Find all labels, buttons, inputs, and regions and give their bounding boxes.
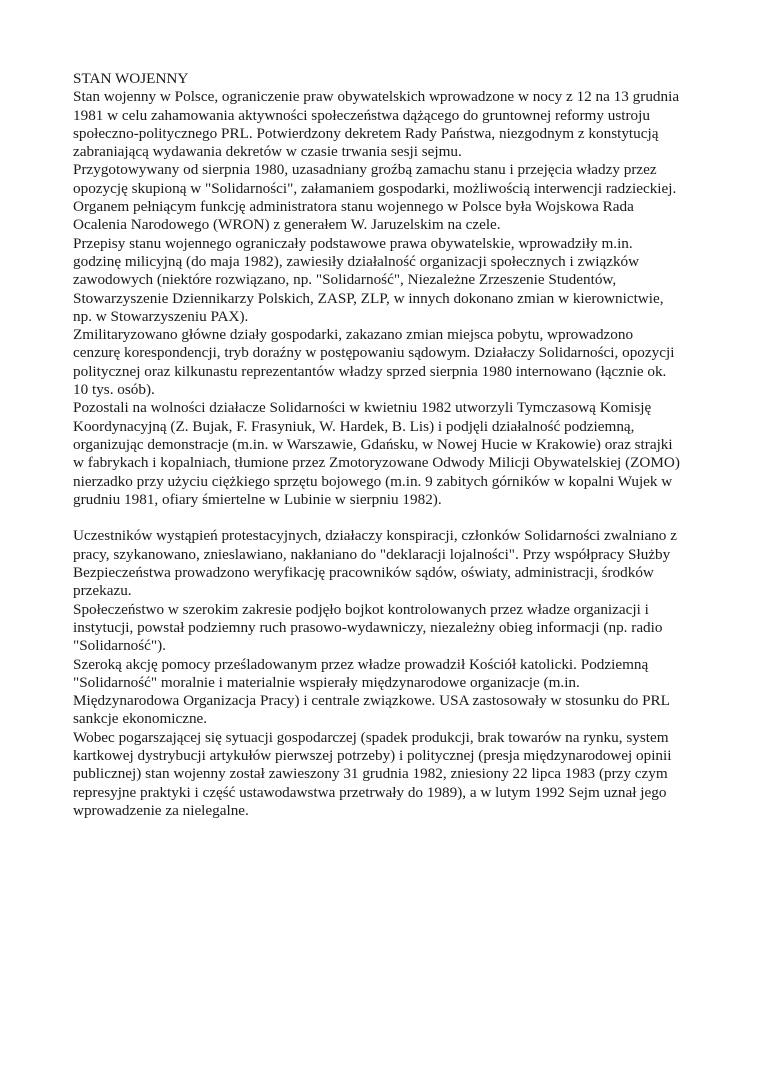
text-line: w fabrykach i kopalniach, tłumione przez Zmotoryzowane Odwody Milicji Obywatelskiej (ZOMO) (73, 454, 680, 472)
text-line: "Solidarność"). (73, 637, 166, 655)
text-line: Ocalenia Narodowego (WRON) z generałem W. Jaruzelskim na czele. (73, 216, 501, 234)
text-line: Szeroką akcję pomocy prześladowanym przez władze prowadził Kościół katolicki. Podziemną (73, 655, 649, 673)
document-title: STAN WOJENNY (73, 70, 189, 87)
text-line: grudniu 1981, ofiary śmiertelne w Lubinie w sierpniu 1982). (73, 490, 442, 508)
text-line: przekazu. (73, 582, 132, 600)
text-line: organizując demonstracje (m.in. w Warszawie, Gdańsku, w Nowej Hucie w Krakowie) oraz strajki (73, 435, 673, 453)
text-line: Koordynacyjną (Z. Bujak, F. Frasyniuk, W. Hardek, B. Lis) i podjęli działalność podziemną, (73, 417, 635, 435)
text-line: Stan wojenny w Polsce, ograniczenie praw obywatelskich wprowadzone w nocy z 12 na 13 grudnia (73, 88, 680, 106)
text-line: politycznej oraz kilkunastu reprezentantów władzy sprzed sierpnia 1980 internowano (łącznie ok. (73, 362, 667, 380)
document-body (73, 70, 693, 820)
text-line: Wobec pogarszającej się sytuacji gospodarczej (spadek produkcji, brak towarów na rynku, system (73, 728, 669, 746)
blank-line (73, 509, 693, 527)
text-line: zawodowych (niektóre rozwiązano, np. "Solidarność", Niezależne Zrzeszenie Studentów, (73, 271, 617, 289)
text-line: Bezpieczeństwa prowadzono weryfikację pracowników sądów, oświaty, administracji, środków (73, 564, 654, 582)
text-line: instytucji, powstał podziemny ruch prasowo-wydawniczy, niezależny obieg informacji (np. radio (73, 618, 663, 636)
text-line: sankcje ekonomiczne. (73, 710, 208, 728)
text-line: Społeczeństwo w szerokim zakresie podjęło bojkot kontrolowanych przez władze organizacji i (73, 600, 649, 618)
text-line: Pozostali na wolności działacze Solidarności w kwietniu 1982 utworzyli Tymczasową Komisję (73, 399, 652, 417)
text-line: 1981 w celu zahamowania aktywności społeczeństwa dążącego do gruntownej reformy ustroju (73, 106, 650, 124)
text-line: kartkowej dystrybucji artykułów pierwszej potrzeby) i politycznej (presja międzynarodowej opinii (73, 746, 672, 764)
text-line: 10 tys. osób). (73, 381, 155, 399)
text-line: cenzurę korespondencji, tryb doraźny w postępowaniu sądowym. Działaczy Solidarności, opozycji (73, 344, 675, 362)
text-line: represyjne praktyki i część ustawodawstwa przetrwały do 1989), a w lutym 1992 Sejm uznał jego (73, 783, 667, 801)
text-line: Organem pełniącym funkcję administratora stanu wojennego w Polsce była Wojskowa Rada (73, 198, 634, 216)
text-line: godzinę milicyjną (do maja 1982), zawiesiły działalność organizacji społecznych i związków (73, 252, 640, 270)
text-line: opozycję skupioną w "Solidarności", załamaniem gospodarki, możliwością interwencji radzieckiej. (73, 179, 677, 197)
text-line: publicznej) stan wojenny został zawieszony 31 grudnia 1982, zniesiony 22 lipca 1983 (przy czym (73, 765, 668, 783)
text-line: pracy, szykanowano, znieslawiano, nakłaniano do "deklaracji lojalności". Przy współpracy Służby (73, 545, 671, 563)
text-line: "Solidarność" moralnie i materialnie wspierały międzynarodowe organizacje (m.in. (73, 673, 580, 691)
text-line: Przepisy stanu wojennego ograniczały podstawowe prawa obywatelskie, wprowadziły m.in. (73, 234, 633, 252)
text-line: wprowadzenie za nielegalne. (73, 801, 249, 819)
text-line: Zmilitaryzowano główne działy gospodarki, zakazano zmian miejsca pobytu, wprowadzono (73, 326, 634, 344)
text-line: Przygotowywany od sierpnia 1980, uzasadniany groźbą zamachu stanu i przejęcia władzy przez (73, 161, 657, 179)
text-line: społeczno-politycznego PRL. Potwierdzony dekretem Rady Państwa, niezgodnym z konstytucją (73, 124, 659, 142)
text-line: Międzynarodowa Organizacja Pracy) i centrale związkowe. USA zastosowały w stosunku do PRL (73, 692, 670, 710)
text-line: Uczestników wystąpień protestacyjnych, działaczy konspiracji, członków Solidarności zwalniano z (73, 527, 677, 545)
text-line: np. w Stowarzyszeniu PAX). (73, 307, 249, 325)
text-line: Stowarzyszenie Dziennikarzy Polskich, ZASP, ZLP, w innych dokonano zmian w kierownictwie, (73, 289, 664, 307)
text-line: zabraniającą wydawania dekretów w czasie trwania sesji sejmu. (73, 143, 462, 161)
text-line: nierzadko przy użyciu ciężkiego sprzętu bojowego (m.in. 9 zabitych górników w kopalni Wujek w (73, 472, 673, 490)
